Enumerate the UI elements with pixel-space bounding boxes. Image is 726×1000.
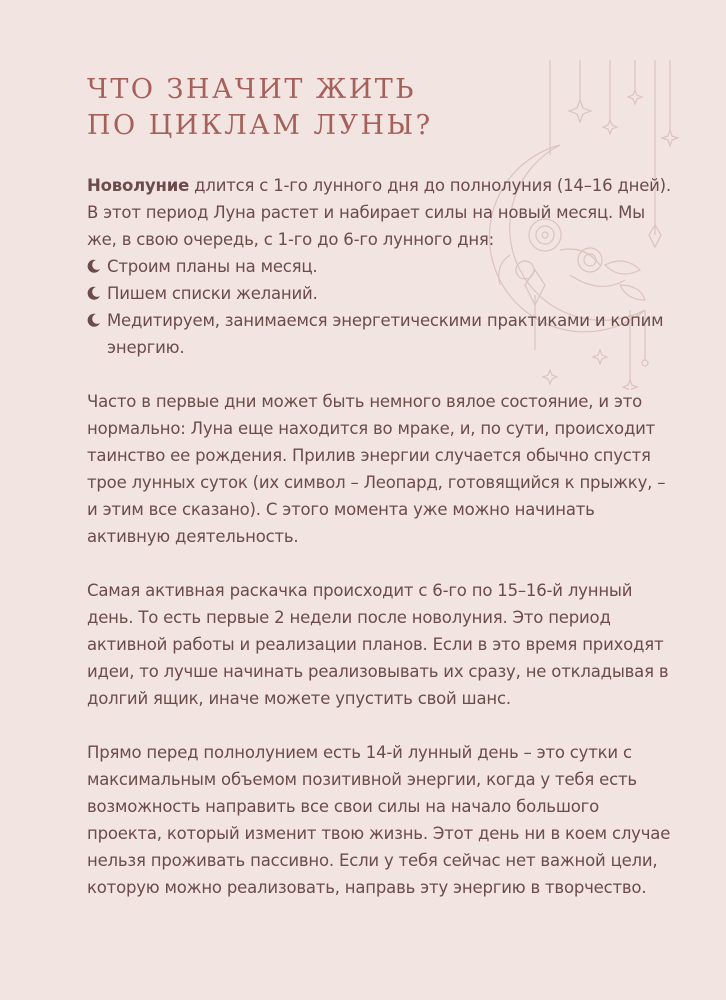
paragraph-2: Самая активная раскачка происходит с 6-го по 15–16-й лунный день. То есть первые 2 недели после новолуния. Это период активной работы и реализации планов. Если в это время приходят идеи, то лучше начинать реализовывать их сразу, не откладывая в долгий ящик, иначе можете упустить свой шанс. bbox=[87, 581, 669, 708]
list-item-text: Строим планы на месяц. bbox=[107, 257, 318, 276]
list-item bbox=[87, 253, 672, 280]
page-title-line-2: ПО ЦИКЛАМ ЛУНЫ? bbox=[87, 110, 433, 141]
intro-text: длится с 1-го лунного дня до полнолуния (14–16 дней). В этот период Луна растет и набирает силы на новый месяц. Мы же, в свою очередь, с 1-го до 6-го лунного дня: bbox=[87, 176, 671, 249]
intro-term: Новолуние bbox=[87, 176, 190, 195]
intro-paragraph bbox=[87, 172, 672, 253]
list-item-text: Медитируем, занимаемся энергетическими практиками и копим энергию. bbox=[107, 311, 664, 357]
paragraph-1: Часто в первые дни может быть немного вялое состояние, и это нормально: Луна еще находится во мраке, и, по сути, происходит таинство ее рождения. Прилив энергии случается обычно спустя трое лунных суток (их символ – Леопард, готовящийся к прыжку, – и этим все сказано). С этого момента уже можно начинать активную деятельность. bbox=[87, 392, 666, 546]
crescent-moon-icon bbox=[87, 259, 101, 273]
crescent-moon-icon bbox=[87, 286, 101, 300]
list-item bbox=[87, 280, 672, 307]
page-title bbox=[87, 72, 433, 144]
list-item-text: Пишем списки желаний. bbox=[107, 284, 318, 303]
article-body bbox=[87, 172, 672, 901]
paragraph-3: Прямо перед полнолунием есть 14-й лунный день – это сутки с максимальным объемом позитивной энергии, когда у тебя есть возможность направить все свои силы на начало большого проекта, который изменит твою жизнь. Этот день ни в коем случае нельзя проживать пассивно. Если у тебя сейчас нет важной цели, которую можно реализовать, направь эту энергию в творчество. bbox=[87, 743, 671, 897]
list-item bbox=[87, 307, 672, 361]
bullet-list bbox=[87, 253, 672, 361]
crescent-moon-icon bbox=[87, 313, 101, 327]
page-title-line-1: ЧТО ЗНАЧИТ ЖИТЬ bbox=[87, 74, 417, 105]
